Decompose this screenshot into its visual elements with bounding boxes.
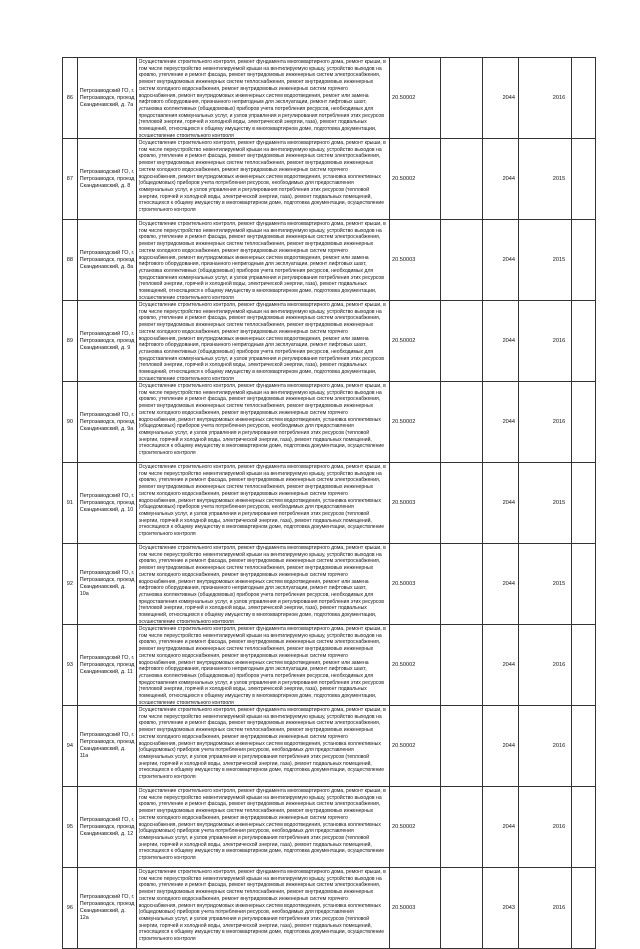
empty-cell	[440, 382, 482, 463]
empty-cell	[572, 544, 596, 625]
empty-cell	[440, 625, 482, 706]
empty-cell	[572, 220, 596, 301]
row-number: 89	[63, 301, 78, 382]
value-cell: 20.50002	[390, 58, 441, 139]
works-description-cell	[136, 301, 389, 382]
table-row	[63, 787, 596, 868]
capital-repair-table	[62, 57, 596, 949]
empty-cell	[572, 382, 596, 463]
table-row	[63, 706, 596, 787]
address-cell: Петрозаводский ГО, г. Петрозаводск, проезд Скандинавский, д. 10а	[77, 544, 136, 625]
works-description-cell	[136, 139, 389, 220]
empty-cell	[572, 301, 596, 382]
table-row	[63, 220, 596, 301]
empty-cell	[572, 139, 596, 220]
row-number: 86	[63, 58, 78, 139]
address-cell: Петрозаводский ГО, г. Петрозаводск, проезд Скандинавский, д. 11	[77, 625, 136, 706]
year-b-cell: 2015	[519, 463, 572, 544]
year-b-cell: 2015	[519, 220, 572, 301]
row-number: 87	[63, 139, 78, 220]
table-row	[63, 382, 596, 463]
row-number: 94	[63, 706, 78, 787]
works-description-text: Осуществление строительного контроля, ремонт фундамента многоквартирного дома, ремонт крыши, в том числе переустройство невентилируемой крыши на вентилируемую крышу, устройство выходов на кровлю, утепление и ремонт фасада, ремонт внутридомовых инженерных систем электроснабжения, ремонт внутридомовых инженерных систем теплоснабжения, ремонт внутридомовых инженерных систем холодного водоснабжения, ремонт внутридомовых инженерных систем горячего водоснабжения, ремонт внутридомовых инженерных систем водоотведения, ремонт или замена лифтового оборудования, признанного непригодным для эксплуатации, ремонт лифтовых шахт, установка коллективных (общедомовых) приборов учета потребления ресурсов, необходимых для предоставления коммунальных услуг, и узлов управления и регулирования потребления этих ресурсов (тепловой энергии, горячей и холодной воды, электрической энергии, газа), ремонт подвальных помещений, относящихся к общему имуществу в многоквартирном доме, подготовка документации, осуществление строительного контроля	[138, 59, 386, 137]
value-cell: 20.50003	[390, 463, 441, 544]
address-cell: Петрозаводский ГО, г. Петрозаводск, проезд Скандинавский, д. 9	[77, 301, 136, 382]
year-a-cell: 2044	[482, 706, 518, 787]
value-cell: 20.50002	[390, 787, 441, 868]
works-description-cell	[136, 544, 389, 625]
works-description-text: Осуществление строительного контроля, ремонт фундамента многоквартирного дома, ремонт крыши, в том числе переустройство невентилируемой крыши на вентилируемую крышу, устройство выходов на кровлю, утепление и ремонт фасада, ремонт внутридомовых инженерных систем электроснабжения, ремонт внутридомовых инженерных систем теплоснабжения, ремонт внутридомовых инженерных систем холодного водоснабжения, ремонт внутридомовых инженерных систем горячего водоснабжения, ремонт внутридомовых инженерных систем водоотведения, ремонт или замена лифтового оборудования, признанного непригодным для эксплуатации, ремонт лифтовых шахт, установка коллективных (общедомовых) приборов учета потребления ресурсов, необходимых для предоставления коммунальных услуг, и узлов управления и регулирования потребления этих ресурсов (тепловой энергии, горячей и холодной воды, электрической энергии, газа), ремонт подвальных помещений, относящихся к общему имуществу в многоквартирном доме, подготовка документации, осуществление строительного контроля	[138, 626, 386, 704]
year-b-cell: 2016	[519, 58, 572, 139]
year-a-cell: 2044	[482, 787, 518, 868]
empty-cell	[440, 139, 482, 220]
value-cell: 20.50002	[390, 139, 441, 220]
empty-cell	[572, 706, 596, 787]
table-row	[63, 301, 596, 382]
works-description-text: Осуществление строительного контроля, ремонт фундамента многоквартирного дома, ремонт крыши, в том числе переустройство невентилируемой крыши на вентилируемую крышу, устройство выходов на кровлю, утепление и ремонт фасада, ремонт внутридомовых инженерных систем электроснабжения, ремонт внутридомовых инженерных систем теплоснабжения, ремонт внутридомовых инженерных систем холодного водоснабжения, ремонт внутридомовых инженерных систем горячего водоснабжения, ремонт внутридомовых инженерных систем водоотведения, ремонт или замена лифтового оборудования, признанного непригодным для эксплуатации, ремонт лифтовых шахт, установка коллективных (общедомовых) приборов учета потребления ресурсов, необходимых для предоставления коммунальных услуг, и узлов управления и регулирования потребления этих ресурсов (тепловой энергии, горячей и холодной воды, электрической энергии, газа), ремонт подвальных помещений, относящихся к общему имуществу в многоквартирном доме, подготовка документации, осуществление строительного контроля	[138, 302, 386, 380]
table-row	[63, 139, 596, 220]
table-row	[63, 58, 596, 139]
works-description-text: Осуществление строительного контроля, ремонт фундамента многоквартирного дома, ремонт крыши, в том числе переустройство невентилируемой крыши на вентилируемую крышу, устройство выходов на кровлю, утепление и ремонт фасада, ремонт внутридомовых инженерных систем электроснабжения, ремонт внутридомовых инженерных систем теплоснабжения, ремонт внутридомовых инженерных систем холодного водоснабжения, ремонт внутридомовых инженерных систем горячего водоснабжения, ремонт внутридомовых инженерных систем водоотведения, ремонт или замена лифтового оборудования, признанного непригодным для эксплуатации, ремонт лифтовых шахт, установка коллективных (общедомовых) приборов учета потребления ресурсов, необходимых для предоставления коммунальных услуг, и узлов управления и регулирования потребления этих ресурсов (тепловой энергии, горячей и холодной воды, электрической энергии, газа), ремонт подвальных помещений, относящихся к общему имуществу в многоквартирном доме, подготовка документации, осуществление строительного контроля	[138, 221, 386, 299]
row-number: 88	[63, 220, 78, 301]
value-cell: 20.50003	[390, 544, 441, 625]
year-b-cell: 2015	[519, 544, 572, 625]
address-cell: Петрозаводский ГО, г. Петрозаводск, проезд Скандинавский, д. 10	[77, 463, 136, 544]
works-description-text: Осуществление строительного контроля, ремонт фундамента многоквартирного дома, ремонт крыши, в том числе переустройство невентилируемой крыши на вентилируемую крышу, устройство выходов на кровлю, утепление и ремонт фасада, ремонт внутридомовых инженерных систем электроснабжения, ремонт внутридомовых инженерных систем теплоснабжения, ремонт внутридомовых инженерных систем холодного водоснабжения, ремонт внутридомовых инженерных систем горячего водоснабжения, ремонт внутридомовых инженерных систем водоотведения, установка коллективных (общедомовых) приборов учета потребления ресурсов, необходимых для предоставления коммунальных услуг, и узлов управления и регулирования потребления этих ресурсов (тепловой энергии, горячей и холодной воды, электрической энергии, газа), ремонт подвальных помещений, относящихся к общему имуществу в многоквартирном доме, подготовка документации, осуществление строительного контроля	[138, 383, 386, 457]
year-b-cell: 2016	[519, 868, 572, 949]
table-row	[63, 544, 596, 625]
row-number: 93	[63, 625, 78, 706]
address-cell: Петрозаводский ГО, г. Петрозаводск, проезд Скандинавский, д. 9а	[77, 382, 136, 463]
works-description-text: Осуществление строительного контроля, ремонт фундамента многоквартирного дома, ремонт крыши, в том числе переустройство невентилируемой крыши на вентилируемую крышу, устройство выходов на кровлю, утепление и ремонт фасада, ремонт внутридомовых инженерных систем электроснабжения, ремонт внутридомовых инженерных систем теплоснабжения, ремонт внутридомовых инженерных систем холодного водоснабжения, ремонт внутридомовых инженерных систем горячего водоснабжения, ремонт внутридомовых инженерных систем водоотведения, установка коллективных (общедомовых) приборов учета потребления ресурсов, необходимых для предоставления коммунальных услуг, и узлов управления и регулирования потребления этих ресурсов (тепловой энергии, горячей и холодной воды, электрической энергии, газа), ремонт подвальных помещений, относящихся к общему имуществу в многоквартирном доме, подготовка документации, осуществление строительного контроля	[138, 707, 386, 781]
empty-cell	[572, 787, 596, 868]
row-number: 91	[63, 463, 78, 544]
works-description-text: Осуществление строительного контроля, ремонт фундамента многоквартирного дома, ремонт крыши, в том числе переустройство невентилируемой крыши на вентилируемую крышу, устройство выходов на кровлю, утепление и ремонт фасада, ремонт внутридомовых инженерных систем электроснабжения, ремонт внутридомовых инженерных систем теплоснабжения, ремонт внутридомовых инженерных систем холодного водоснабжения, ремонт внутридомовых инженерных систем горячего водоснабжения, ремонт внутридомовых инженерных систем водоотведения, установка коллективных (общедомовых) приборов учета потребления ресурсов, необходимых для предоставления коммунальных услуг, и узлов управления и регулирования потребления этих ресурсов (тепловой энергии, горячей и холодной воды, электрической энергии, газа), ремонт подвальных помещений, относящихся к общему имуществу в многоквартирном доме, подготовка документации, осуществление строительного контроля	[138, 869, 386, 943]
table-row	[63, 868, 596, 949]
year-a-cell: 2043	[482, 868, 518, 949]
year-b-cell: 2016	[519, 625, 572, 706]
works-description-text: Осуществление строительного контроля, ремонт фундамента многоквартирного дома, ремонт крыши, в том числе переустройство невентилируемой крыши на вентилируемую крышу, устройство выходов на кровлю, утепление и ремонт фасада, ремонт внутридомовых инженерных систем электроснабжения, ремонт внутридомовых инженерных систем теплоснабжения, ремонт внутридомовых инженерных систем холодного водоснабжения, ремонт внутридомовых инженерных систем горячего водоснабжения, ремонт внутридомовых инженерных систем водоотведения, установка коллективных (общедомовых) приборов учета потребления ресурсов, необходимых для предоставления коммунальных услуг, и узлов управления и регулирования потребления этих ресурсов (тепловой энергии, горячей и холодной воды, электрической энергии, газа), ремонт подвальных помещений, относящихся к общему имуществу в многоквартирном доме, подготовка документации, осуществление строительного контроля	[138, 788, 386, 862]
table-row	[63, 463, 596, 544]
works-description-cell	[136, 625, 389, 706]
year-b-cell: 2016	[519, 706, 572, 787]
value-cell: 20.50003	[390, 220, 441, 301]
works-description-text: Осуществление строительного контроля, ремонт фундамента многоквартирного дома, ремонт крыши, в том числе переустройство невентилируемой крыши на вентилируемую крышу, устройство выходов на кровлю, утепление и ремонт фасада, ремонт внутридомовых инженерных систем электроснабжения, ремонт внутридомовых инженерных систем теплоснабжения, ремонт внутридомовых инженерных систем холодного водоснабжения, ремонт внутридомовых инженерных систем горячего водоснабжения, ремонт внутридомовых инженерных систем водоотведения, установка коллективных (общедомовых) приборов учета потребления ресурсов, необходимых для предоставления коммунальных услуг, и узлов управления и регулирования потребления этих ресурсов (тепловой энергии, горячей и холодной воды, электрической энергии, газа), ремонт подвальных помещений, относящихся к общему имуществу в многоквартирном доме, подготовка документации, осуществление строительного контроля	[138, 140, 386, 214]
year-a-cell: 2044	[482, 220, 518, 301]
row-number: 92	[63, 544, 78, 625]
year-a-cell: 2044	[482, 382, 518, 463]
table-row	[63, 625, 596, 706]
address-cell: Петрозаводский ГО, г. Петрозаводск, проезд Скандинавский, д. 8а	[77, 220, 136, 301]
value-cell: 20.50003	[390, 868, 441, 949]
works-description-cell	[136, 868, 389, 949]
address-cell: Петрозаводский ГО, г. Петрозаводск, проезд Скандинавский, д. 8	[77, 139, 136, 220]
works-description-cell	[136, 220, 389, 301]
value-cell: 20.50002	[390, 301, 441, 382]
year-b-cell: 2016	[519, 787, 572, 868]
works-description-text: Осуществление строительного контроля, ремонт фундамента многоквартирного дома, ремонт крыши, в том числе переустройство невентилируемой крыши на вентилируемую крышу, устройство выходов на кровлю, утепление и ремонт фасада, ремонт внутридомовых инженерных систем электроснабжения, ремонт внутридомовых инженерных систем теплоснабжения, ремонт внутридомовых инженерных систем холодного водоснабжения, ремонт внутридомовых инженерных систем горячего водоснабжения, ремонт внутридомовых инженерных систем водоотведения, установка коллективных (общедомовых) приборов учета потребления ресурсов, необходимых для предоставления коммунальных услуг, и узлов управления и регулирования потребления этих ресурсов (тепловой энергии, горячей и холодной воды, электрической энергии, газа), ремонт подвальных помещений, относящихся к общему имуществу в многоквартирном доме, подготовка документации, осуществление строительного контроля	[138, 464, 386, 538]
year-a-cell: 2044	[482, 463, 518, 544]
empty-cell	[572, 463, 596, 544]
year-b-cell: 2015	[519, 139, 572, 220]
row-number: 95	[63, 787, 78, 868]
address-cell: Петрозаводский ГО, г. Петрозаводск, проезд Скандинавский, д. 12	[77, 787, 136, 868]
year-b-cell: 2016	[519, 301, 572, 382]
empty-cell	[572, 625, 596, 706]
address-cell: Петрозаводский ГО, г. Петрозаводск, проезд Скандинавский, д. 12а	[77, 868, 136, 949]
works-description-text: Осуществление строительного контроля, ремонт фундамента многоквартирного дома, ремонт крыши, в том числе переустройство невентилируемой крыши на вентилируемую крышу, устройство выходов на кровлю, утепление и ремонт фасада, ремонт внутридомовых инженерных систем электроснабжения, ремонт внутридомовых инженерных систем теплоснабжения, ремонт внутридомовых инженерных систем холодного водоснабжения, ремонт внутридомовых инженерных систем горячего водоснабжения, ремонт внутридомовых инженерных систем водоотведения, ремонт или замена лифтового оборудования, признанного непригодным для эксплуатации, ремонт лифтовых шахт, установка коллективных (общедомовых) приборов учета потребления ресурсов, необходимых для предоставления коммунальных услуг, и узлов управления и регулирования потребления этих ресурсов (тепловой энергии, горячей и холодной воды, электрической энергии, газа), ремонт подвальных помещений, относящихся к общему имуществу в многоквартирном доме, подготовка документации, осуществление строительного контроля	[138, 545, 386, 623]
empty-cell	[572, 868, 596, 949]
year-a-cell: 2044	[482, 58, 518, 139]
empty-cell	[440, 220, 482, 301]
year-a-cell: 2044	[482, 301, 518, 382]
value-cell: 20.50002	[390, 625, 441, 706]
empty-cell	[440, 58, 482, 139]
empty-cell	[440, 544, 482, 625]
table-body	[63, 58, 596, 949]
works-description-cell	[136, 58, 389, 139]
empty-cell	[440, 301, 482, 382]
value-cell: 20.50002	[390, 706, 441, 787]
address-cell: Петрозаводский ГО, г. Петрозаводск, проезд Скандинавский, д. 11а	[77, 706, 136, 787]
year-a-cell: 2044	[482, 139, 518, 220]
works-description-cell	[136, 382, 389, 463]
year-a-cell: 2044	[482, 625, 518, 706]
empty-cell	[440, 463, 482, 544]
works-description-cell	[136, 787, 389, 868]
year-b-cell: 2016	[519, 382, 572, 463]
works-description-cell	[136, 706, 389, 787]
row-number: 96	[63, 868, 78, 949]
empty-cell	[572, 58, 596, 139]
value-cell: 20.50002	[390, 382, 441, 463]
empty-cell	[440, 706, 482, 787]
address-cell: Петрозаводский ГО, г. Петрозаводск, проезд Скандинавский, д. 7а	[77, 58, 136, 139]
empty-cell	[440, 787, 482, 868]
works-description-cell	[136, 463, 389, 544]
year-a-cell: 2044	[482, 544, 518, 625]
row-number: 90	[63, 382, 78, 463]
empty-cell	[440, 868, 482, 949]
